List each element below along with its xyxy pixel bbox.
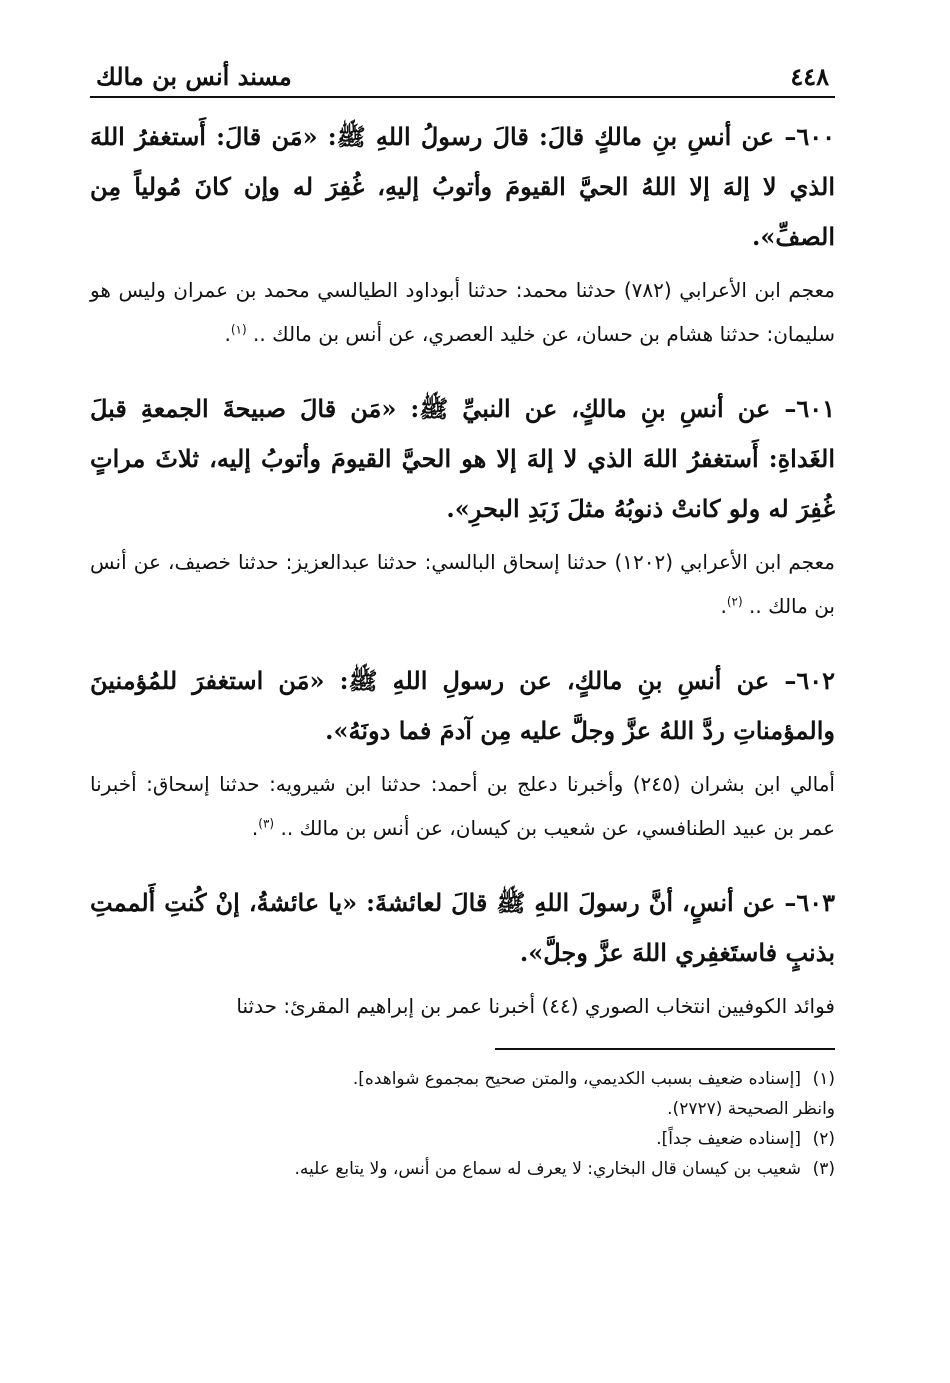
source-text: معجم ابن الأعرابي (١٢٠٢) حدثنا إسحاق البالسي: حدثنا عبدالعزيز: حدثنا خصيف، عن أنس بن مالك .. (90, 550, 836, 618)
footnotes (90, 1064, 835, 1184)
source-601: معجم ابن الأعرابي (١٢٠٢) حدثنا إسحاق البالسي: حدثنا عبدالعزيز: حدثنا خصيف، عن أنس بن مالك .. $^{(٢)}$. (90, 550, 836, 618)
hadith-600: ٦٠٠– عن أنسِ بنِ مالكٍ قالَ: قالَ رسولُ اللهِ ﷺ: «مَن قالَ: أَستغفرُ اللهَ الذي لا إلهَ إلا اللهُ الحيَّ القيومَ وأتوبُ إليهِ، غُفِرَ له وإن كانَ مُولياً مِن الصفِّ». (90, 122, 835, 251)
footnote-number: (٢) (812, 1129, 835, 1149)
footnote-mark[interactable]: (٣) (258, 816, 275, 831)
footnote-number: (٣) (812, 1159, 835, 1179)
footnote-3 (90, 1154, 835, 1184)
footnote-mark[interactable]: (١) (230, 322, 247, 337)
footnote-text: [إسناده ضعيف بسبب الكديمي، والمتن صحيح بمجموع شواهده]. (352, 1069, 801, 1089)
footnote-2 (90, 1124, 835, 1154)
footnote-number: (١) (812, 1069, 835, 1089)
footnote-text: [إسناده ضعيف جداً]. (656, 1129, 801, 1149)
source-text: فوائد الكوفيين انتخاب الصوري (٤٤) أخبرنا عمر بن إبراهيم المقرئ: حدثنا (236, 994, 835, 1018)
page-number: ٤٤٨ (790, 62, 829, 91)
book-page (90, 60, 835, 1184)
running-head (90, 60, 835, 98)
source-text: أمالي ابن بشران (٢٤٥) وأخبرنا دعلج بن أحمد: حدثنا ابن شيرويه: حدثنا إسحاق: أخبرنا عمر بن عبيد الطنافسي، عن شعيب بن كيسان، عن أنس بن مالك .. (90, 772, 835, 840)
source-600: معجم ابن الأعرابي (٧٨٢) حدثنا محمد: حدثنا أبوداود الطيالسي محمد بن عمران وليس هو سليمان: حدثنا هشام بن حسان، عن خليد العصري، عن أنس بن مالك .. $^{(١)}$. (90, 278, 835, 346)
source-603 (90, 984, 835, 1028)
source-text: معجم ابن الأعرابي (٧٨٢) حدثنا محمد: حدثنا أبوداود الطيالسي محمد بن عمران وليس هو سليمان: حدثنا هشام بن حسان، عن خليد العصري، عن أنس بن مالك .. (90, 278, 835, 346)
footnote-divider (495, 1048, 835, 1050)
footnote-text: شعيب بن كيسان قال البخاري: لا يعرف له سماع من أنس، ولا يتابع عليه. (294, 1159, 801, 1179)
hadith-603: ٦٠٣– عن أنسٍ، أنَّ رسولَ اللهِ ﷺ قالَ لعائشةَ: «يا عائشةُ، إنْ كُنتِ أَلممتِ بذنبٍ فاستَغفِري اللهَ عزَّ وجلَّ». (90, 888, 835, 967)
footnote-1 (90, 1064, 835, 1094)
source-602: أمالي ابن بشران (٢٤٥) وأخبرنا دعلج بن أحمد: حدثنا ابن شيرويه: حدثنا إسحاق: أخبرنا عمر بن عبيد الطنافسي، عن شعيب بن كيسان، عن أنس بن مالك .. $^{(٣)}$. (90, 772, 835, 840)
hadith-602: ٦٠٢– عن أنسِ بنِ مالكٍ، عن رسولِ اللهِ ﷺ: «مَن استغفرَ للمُؤمنينَ والمؤمناتِ ردَّ اللهُ عزَّ وجلَّ عليه مِن آدمَ فما دونَهُ». (90, 666, 835, 745)
footnote-mark[interactable]: (٢) (726, 594, 743, 609)
footnote-1-continuation: وانظر الصحيحة (٢٧٢٧). (667, 1099, 835, 1119)
book-title: مسند أنس بن مالك (96, 62, 292, 91)
hadith-601: ٦٠١– عن أنسِ بنِ مالكٍ، عن النبيِّ ﷺ: «مَن قالَ صبيحةَ الجمعةِ قبلَ الغَداةِ: أَستغفرُ اللهَ الذي لا إلهَ إلا هو الحيَّ القيومَ وأتوبُ إليه، ثلاثَ مراتٍ غُفِرَ له ولو كانتْ ذنوبُهُ مثلَ زَبَدِ البحرِ». (90, 394, 835, 523)
